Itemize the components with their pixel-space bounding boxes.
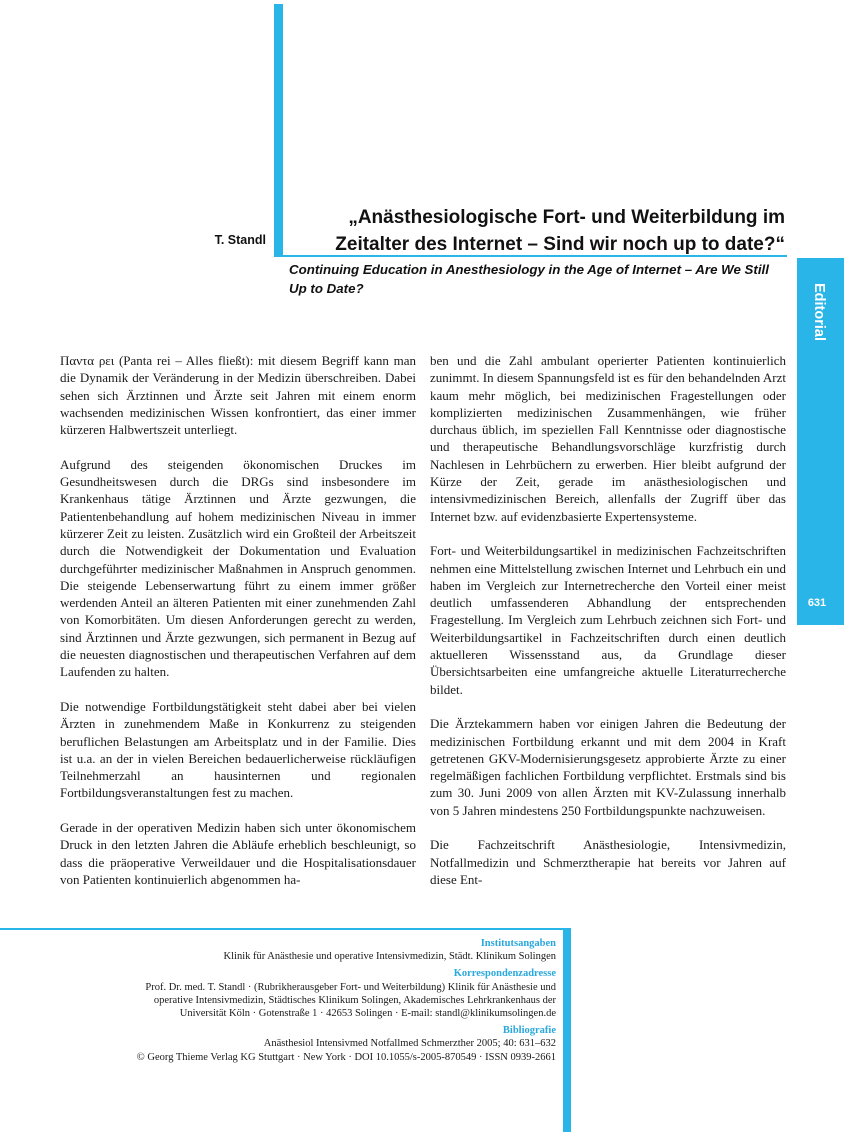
header-accent-bar (274, 4, 283, 256)
paragraph: Παντα ρει (Panta rei – Alles fließt): mit diesem Begriff kann man die Dynamik der Veränderung in der Medizin überschreiben. Dabei sehen sich Ärztinnen und Ärzte seit Jahren mit einem enorm wachsenden medizinischen Wissen konfrontiert, das einer immer kürzeren Halbwertszeit unterliegt. (60, 353, 416, 438)
bibliography-block (60, 1024, 556, 1064)
correspondence-heading: Korrespondenzadresse (453, 968, 556, 980)
footer-accent-bar (563, 928, 571, 1132)
footer-divider (0, 928, 571, 930)
body-column-right (430, 352, 786, 888)
section-label (804, 277, 834, 347)
paragraph: Die Fachzeitschrift Anästhesiologie, Intensivmedizin, Notfallmedizin und Schmerztherapie hat bereits vor Jahren auf diese Ent- (430, 837, 786, 887)
page-number: 631 (807, 597, 827, 609)
correspondence-line: operative Intensivmedizin, Städtisches Klinikum Solingen, Akademisches Lehrkrankenhaus der (153, 994, 556, 1006)
section-label-text: Editorial (811, 282, 827, 342)
paragraph: Fort- und Weiterbildungsartikel in medizinischen Fachzeitschriften nehmen eine Mittelstellung zwischen Internet und Lehrbuch ein und haben im Vergleich zur Internetrecherche den Vorteil einer meist deutlich umfassenderen Abhandlung der entsprechenden Fragestellung. Im Vergleich zum Lehrbuch zeichnen sich Fort- und Weiterbildungsartikel in Fachzeitschriften durch einen deutlich aktuelleren Wissensstand aus, da Grundlage dieser Übersichtsarbeiten eine umfangreiche aktuelle Literaturrecherche bildet. (430, 543, 786, 697)
author-name: T. Standl (214, 233, 266, 247)
institution-heading: Institutsangaben (480, 938, 556, 949)
footer-info (60, 937, 556, 1068)
institution-text: Klinik für Anästhesie und operative Intensivmedizin, Städt. Klinikum Solingen (223, 951, 556, 963)
bibliography-line: Anästhesiol Intensivmed Notfallmed Schmerzther 2005; 40: 631–632 (263, 1038, 556, 1050)
paragraph: Die notwendige Fortbildungstätigkeit steht dabei aber bei vielen Ärzten in zunehmendem Maße in Konkurrenz zu steigenden beruflichen Belastungen am Arbeitsplatz und in der Familie. Dies ist u.a. an der in vielen Bereichen bedauerlicherweise rückläufigen Teilnehmerzahl an hausinternen und regionalen Fortbildungsveranstaltungen fest zu machen. (60, 698, 416, 801)
institution-block (60, 937, 556, 963)
paragraph: Aufgrund des steigenden ökonomischen Druckes im Gesundheitswesen durch die DRGs sind insbesondere im Krankenhaus tätige Ärztinnen und Ärzte gezwungen, die Patientenbehandlung auf hohem medizinischen Niveau in immer kürzerer Zeit zu leisten. Zusätzlich wird ein Großteil der Arbeitszeit durch die Notwendigkeit der Dokumentation und Evaluation durchgeführter medizinischer Maßnahmen in Anspruch genommen. Die steigende Lebenserwartung führt zu einem immer größer werdenden Anteil an älteren Patienten mit einer zunehmenden Zahl von Komorbitäten. Um diesen Anforderungen gerecht zu werden, sind Ärztinnen und Ärzte gezwungen, sich permanent in Bezug auf die neuesten diagnostischen und therapeutischen Verfahren auf dem Laufenden zu halten. (60, 456, 416, 680)
correspondence-line: Prof. Dr. med. T. Standl · (Rubrikherausgeber Fort- und Weiterbildung) Klinik für Anästhesie und (145, 981, 556, 993)
article-title-line-2: Zeitalter des Internet – Sind wir noch up to date?“ (335, 234, 785, 255)
paragraph: Gerade in der operativen Medizin haben sich unter ökonomischem Druck in den letzten Jahren die Abläufe erheblich beschleunigt, so dass die präoperative Verweildauer und die Hospitalisationsdauer von Patienten kontinuierlich abgenommen ha- (60, 820, 416, 887)
bibliography-line: © Georg Thieme Verlag KG Stuttgart · New York · DOI 10.1055/s-2005-870549 · ISSN 0939-2661 (136, 1051, 556, 1063)
article-subtitle: Continuing Education in Anesthesiology in the Age of Internet – Are We Still Up to Date? (289, 262, 769, 296)
paragraph: ben und die Zahl ambulant operierter Patienten kontinuierlich zunimmt. In diesem Spannungsfeld ist es für den behandelnden Arzt kaum mehr möglich, bei medizinischen Fragestellungen oder komplizierten medizinischen Zusammenhängen, wie früher durchaus üblich, im speziellen Fall Kenntnisse oder diagnostische und therapeutische Behandlungsvorschläge kurzfristig durch Nachlesen in Lehrbüchern zu erwerben. Hier bleibt aufgrund der Kürze der Zeit, gerade im anästhesiologischen und intensivmedizinischen Bereich, allenfalls der Zugriff über das Internet bzw. auf evidenzbasierte Expertensysteme. (430, 353, 786, 524)
bibliography-heading: Bibliografie (502, 1025, 556, 1037)
correspondence-line: Universität Köln · Gotenstraße 1 · 42653 Solingen · E-mail: standl@klinikumsolingen.de (179, 1008, 556, 1020)
correspondence-block (60, 967, 556, 1020)
article-title (292, 204, 785, 258)
article-title-line-1: „Anästhesiologische Fort- und Weiterbildung im (348, 207, 785, 228)
body-column-left (60, 352, 416, 888)
paragraph: Die Ärztekammern haben vor einigen Jahren die Bedeutung der medizinischen Fortbildung erkannt und mit dem 2004 in Kraft getretenen GKV-Modernisierungsgesetz approbierte Ärzte zu einer regelmäßigen fachlichen Fortbildung verpflichtet. Erstmals sind bis zum 30. Juni 2009 von allen Ärzten mit KV-Zulassung innerhalb von 5 Jahren mindestens 250 Fortbildungspunkte nachzuweisen. (430, 716, 786, 818)
